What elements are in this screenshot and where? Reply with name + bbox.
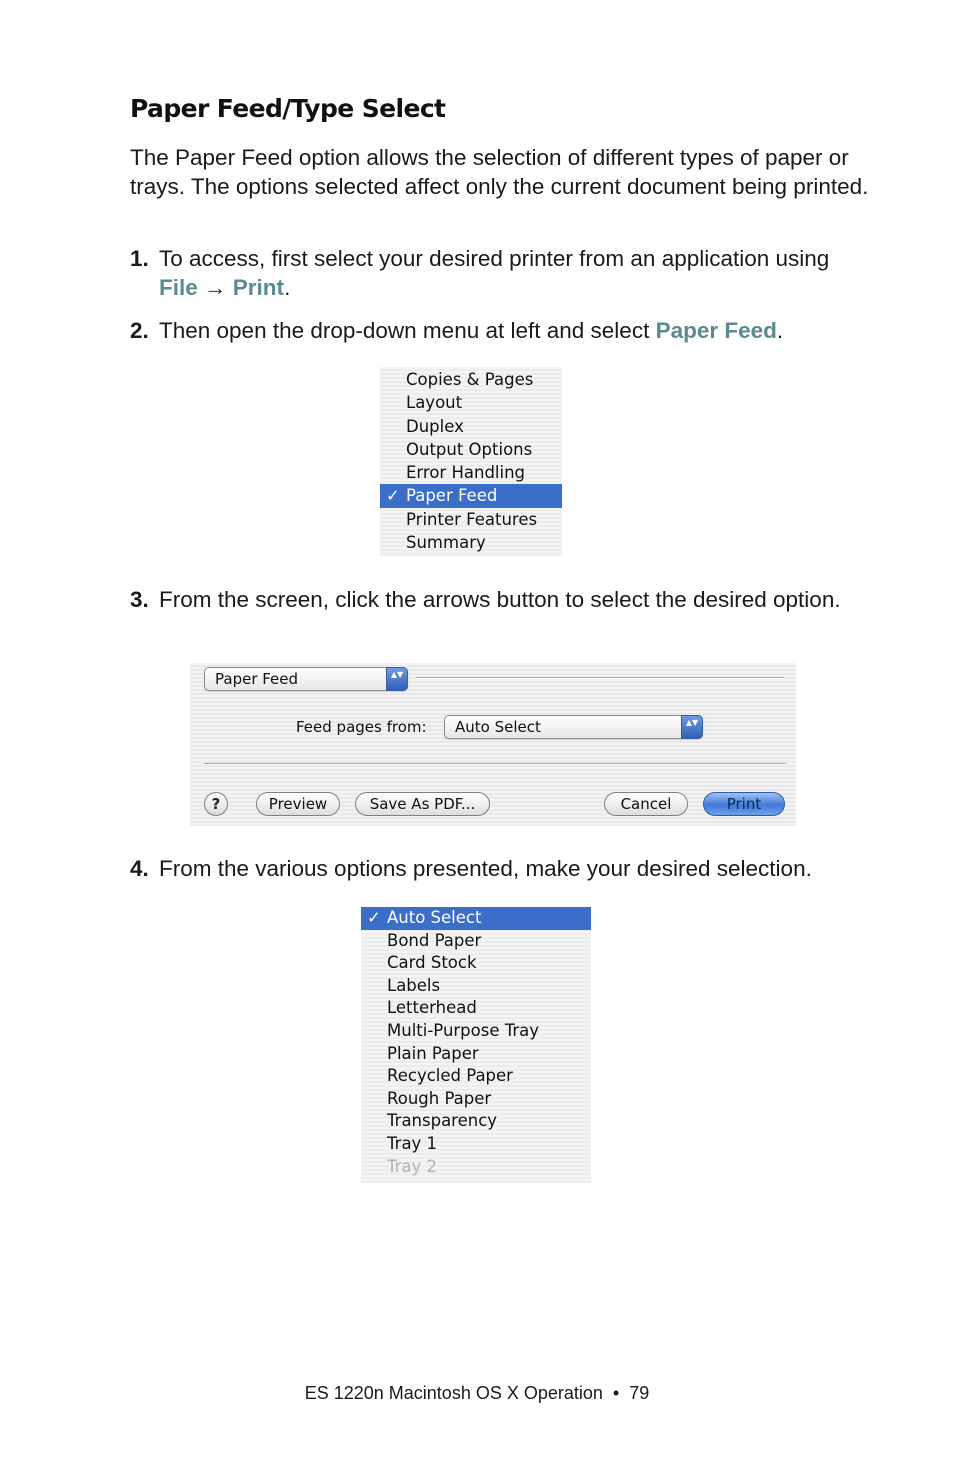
panel-popup-label: Paper Feed [215,670,299,688]
menu-item-labels[interactable]: Labels [387,975,441,995]
menu-item-tray-1[interactable]: Tray 1 [387,1133,438,1153]
page-number: 79 [629,1383,650,1403]
feed-source-popup[interactable] [444,715,703,739]
step-number: 3. [130,587,149,612]
print-dialog [190,663,796,826]
save-as-pdf-button[interactable]: Save As PDF... [355,792,490,816]
step-text [159,244,870,302]
preview-button[interactable]: Preview [256,792,340,816]
menu-item-summary[interactable]: Summary [406,533,486,553]
menu-item-transparency[interactable]: Transparency [387,1111,498,1131]
menu-item-card-stock[interactable]: Card Stock [387,953,477,973]
divider [416,677,784,679]
menu-item-auto-select[interactable]: ✓ Auto Select [361,907,591,930]
checkmark-icon: ✓ [386,486,400,506]
menu-item-output-options[interactable]: Output Options [406,439,533,459]
footer-separator: • [612,1383,620,1403]
print-panel-menu [380,367,562,557]
panel-popup[interactable] [204,667,408,691]
intro-paragraph: The Paper Feed option allows the selection of different types of paper or trays. The options selected affect only the current document being printed. [130,145,869,199]
menu-item-layout[interactable]: Layout [406,393,463,413]
step-text [159,316,870,345]
step-text-part: Then open the drop-down menu at left and select [159,318,656,343]
feed-source-menu [361,907,591,1183]
menu-item-error-handling[interactable]: Error Handling [406,463,526,483]
step-4 [130,854,870,883]
menu-item-tray-2[interactable]: Tray 2 [387,1156,438,1176]
menu-item-recycled-paper[interactable]: Recycled Paper [387,1066,513,1086]
section-title: Paper Feed/Type Select [130,94,446,123]
popup-arrows-icon: ▲▼ [386,667,408,691]
step-2 [130,316,870,345]
checkmark-icon: ✓ [367,908,381,927]
step-text-end: . [284,275,291,300]
arrow-icon: → [204,275,227,300]
menu-item-printer-features[interactable]: Printer Features [406,509,538,529]
menu-item-paper-feed[interactable]: ✓ Paper Feed [380,484,562,507]
popup-arrows-icon: ▲▼ [681,715,703,739]
step-number: 4. [130,856,149,881]
step-text: From the various options presented, make your desired selection. [159,856,812,881]
menu-item-bond-paper[interactable]: Bond Paper [387,930,482,950]
cancel-button[interactable]: Cancel [604,792,688,816]
step-number: 1. [130,246,149,271]
menu-item-plain-paper[interactable]: Plain Paper [387,1043,479,1063]
feed-source-value: Auto Select [455,718,541,736]
step-text: From the screen, click the arrows button to select the desired option. [159,587,841,612]
step-number: 2. [130,318,149,343]
help-button[interactable]: ? [204,792,228,816]
page-footer [0,1383,954,1404]
print-menu-ref: Print [232,275,285,300]
step-3 [130,585,870,614]
step-1 [130,244,870,302]
menu-item-duplex[interactable]: Duplex [406,416,464,436]
feed-pages-from-label: Feed pages from: [296,718,427,736]
divider [204,763,786,765]
paper-feed-ref: Paper Feed [655,318,777,343]
footer-title: ES 1220n Macintosh OS X Operation [304,1383,603,1403]
menu-item-multi-purpose-tray[interactable]: Multi-Purpose Tray [387,1020,540,1040]
menu-item-copies-pages[interactable]: Copies & Pages [406,370,534,389]
menu-item-letterhead[interactable]: Letterhead [387,998,477,1018]
menu-item-rough-paper[interactable]: Rough Paper [387,1088,492,1108]
print-button[interactable]: Print [703,792,785,816]
file-menu-ref: File [159,275,198,300]
step-text-end: . [776,318,784,343]
step-text-part: To access, first select your desired printer from an application using [159,246,830,271]
